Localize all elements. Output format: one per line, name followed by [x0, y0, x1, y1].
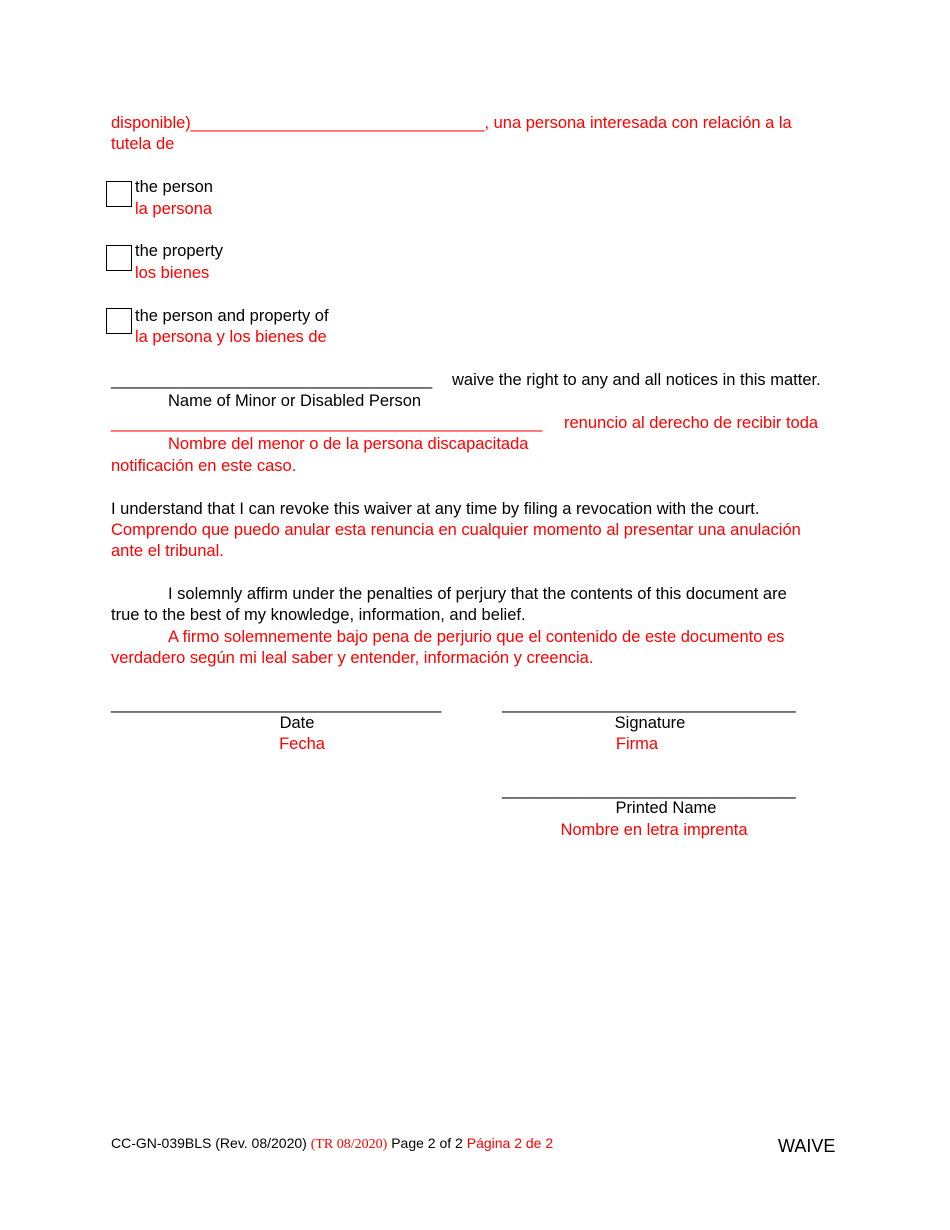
minor-name-caption-es: Nombre del menor o de la persona discapacitada	[168, 435, 529, 453]
printed-name-label-en: Printed Name	[615, 799, 717, 817]
checkbox-property[interactable]	[106, 245, 132, 271]
date-line[interactable]: ____________________________________	[111, 695, 442, 713]
waiver-text-es: renuncio al derecho de recibir toda	[564, 414, 819, 432]
checkbox-person-and-property[interactable]	[106, 308, 132, 334]
footer-line	[111, 1133, 553, 1155]
waiver-tail-es: notificación en este caso.	[111, 457, 297, 475]
option-person-es: la persona	[135, 200, 213, 218]
option-property-es: los bienes	[135, 264, 210, 282]
intro-line-2: tutela de	[111, 135, 175, 153]
tr-revision: (TR 08/2020)	[310, 1137, 388, 1152]
option-person-en: the person	[135, 178, 213, 196]
waiver-text-en: waive the right to any and all notices in this matter.	[452, 371, 821, 389]
affirm-text-es-1: A firmo solemnemente bajo pena de perjurio que el contenido de este documento es	[168, 628, 785, 646]
date-label-en: Date	[279, 714, 315, 732]
affirm-text-es-2: verdadero según mi leal saber y entender, información y creencia.	[111, 649, 594, 667]
revoke-text-en: I understand that I can revoke this waiver at any time by filing a revocation with the court.	[111, 500, 760, 518]
revoke-text-es-1: Comprendo que puedo anular esta renuncia en cualquier momento al presentar una anulación	[111, 521, 801, 539]
signature-line[interactable]: ________________________________	[502, 695, 796, 713]
intro-line-1: disponible)________________________________, una persona interesada con relación a la	[111, 114, 792, 132]
signature-label-es: Firma	[615, 735, 659, 753]
printed-name-line[interactable]: ________________________________	[502, 781, 796, 799]
option-both-es: la persona y los bienes de	[135, 328, 327, 346]
minor-name-blank-en[interactable]: ___________________________________	[111, 371, 433, 389]
minor-name-blank-es[interactable]: _______________________________________________	[111, 414, 543, 432]
date-label-es: Fecha	[279, 735, 325, 753]
option-property-en: the property	[135, 242, 224, 260]
printed-name-label-es: Nombre en letra imprenta	[560, 821, 748, 839]
form-id: CC-GN-039BLS (Rev. 08/2020)	[111, 1135, 307, 1151]
revoke-text-es-2: ante el tribunal.	[111, 542, 224, 560]
affirm-text-en-2: true to the best of my knowledge, information, and belief.	[111, 606, 526, 624]
option-both-en: the person and property of	[135, 307, 329, 325]
page-number-en: Page 2 of 2	[391, 1135, 463, 1151]
affirm-text-en-1: I solemnly affirm under the penalties of perjury that the contents of this document are	[168, 585, 787, 603]
checkbox-person[interactable]	[106, 181, 132, 207]
form-label: WAIVE	[778, 1136, 836, 1156]
signature-label-en: Signature	[614, 714, 686, 732]
page-number-es: Página 2 de 2	[466, 1135, 554, 1151]
minor-name-caption-en: Name of Minor or Disabled Person	[168, 392, 422, 410]
